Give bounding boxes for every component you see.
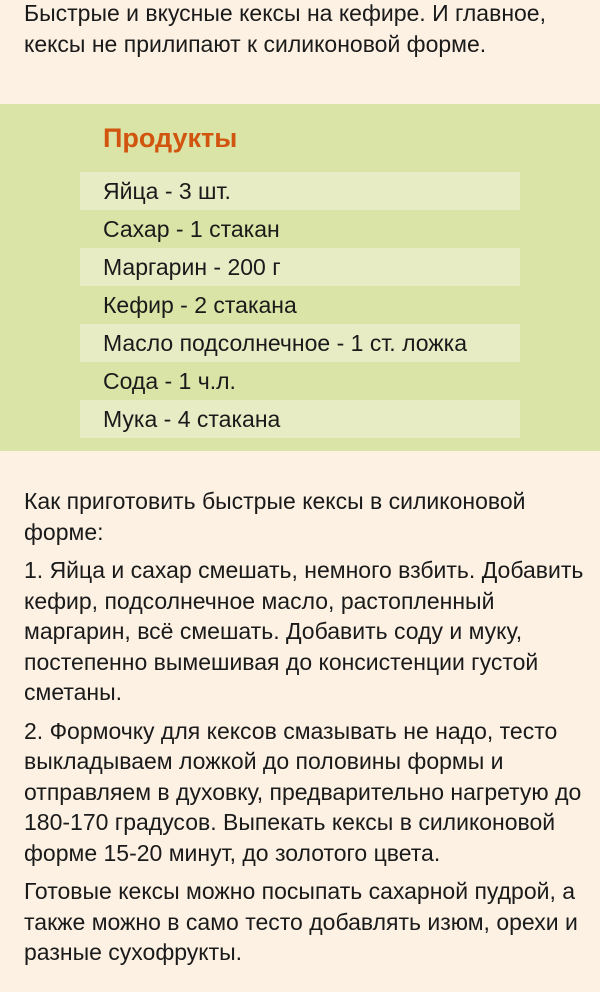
instructions-final-note: Готовые кексы можно посыпать сахарной пудрой, а также можно в само тесто добавлять изюм, орехи и разные сухофрукты. [24, 878, 578, 965]
ingredient-item: Кефир - 2 стакана [103, 292, 297, 318]
ingredient-item: Масло подсолнечное - 1 ст. ложка [80, 324, 520, 362]
instructions [24, 486, 584, 976]
instruction-step-2: 2. Формочку для кексов смазывать не надо, тесто выкладываем ложкой до половины формы и отправляем в духовку, предварительно нагретую до 180-170 градусов. Выпекать кексы в силиконовой форме 15-20 минут, до золотого цвета. [24, 717, 582, 866]
instructions-heading: Как приготовить быстрые кексы в силиконовой форме: [24, 488, 526, 545]
products-panel [0, 104, 600, 451]
ingredient-item: Сахар - 1 стакан [103, 216, 280, 242]
ingredient-item: Мука - 4 стакана [80, 400, 520, 438]
ingredient-item: Маргарин - 200 г [80, 248, 520, 286]
intro-text: Быстрые и вкусные кексы на кефире. И главное, кексы не прилипают к силиконовой форме. [24, 0, 546, 57]
ingredient-item: Яйца - 3 шт. [80, 172, 520, 210]
ingredient-item: Сода - 1 ч.л. [103, 368, 236, 394]
products-title: Продукты [103, 123, 238, 153]
instruction-step-1: 1. Яйца и сахар смешать, немного взбить. Добавить кефир, подсолнечное масло, растопленный маргарин, всё смешать. Добавить соду и муку, постепенно вымешивая до консистенции густой сметаны. [24, 557, 584, 705]
ingredient-list [80, 172, 520, 438]
